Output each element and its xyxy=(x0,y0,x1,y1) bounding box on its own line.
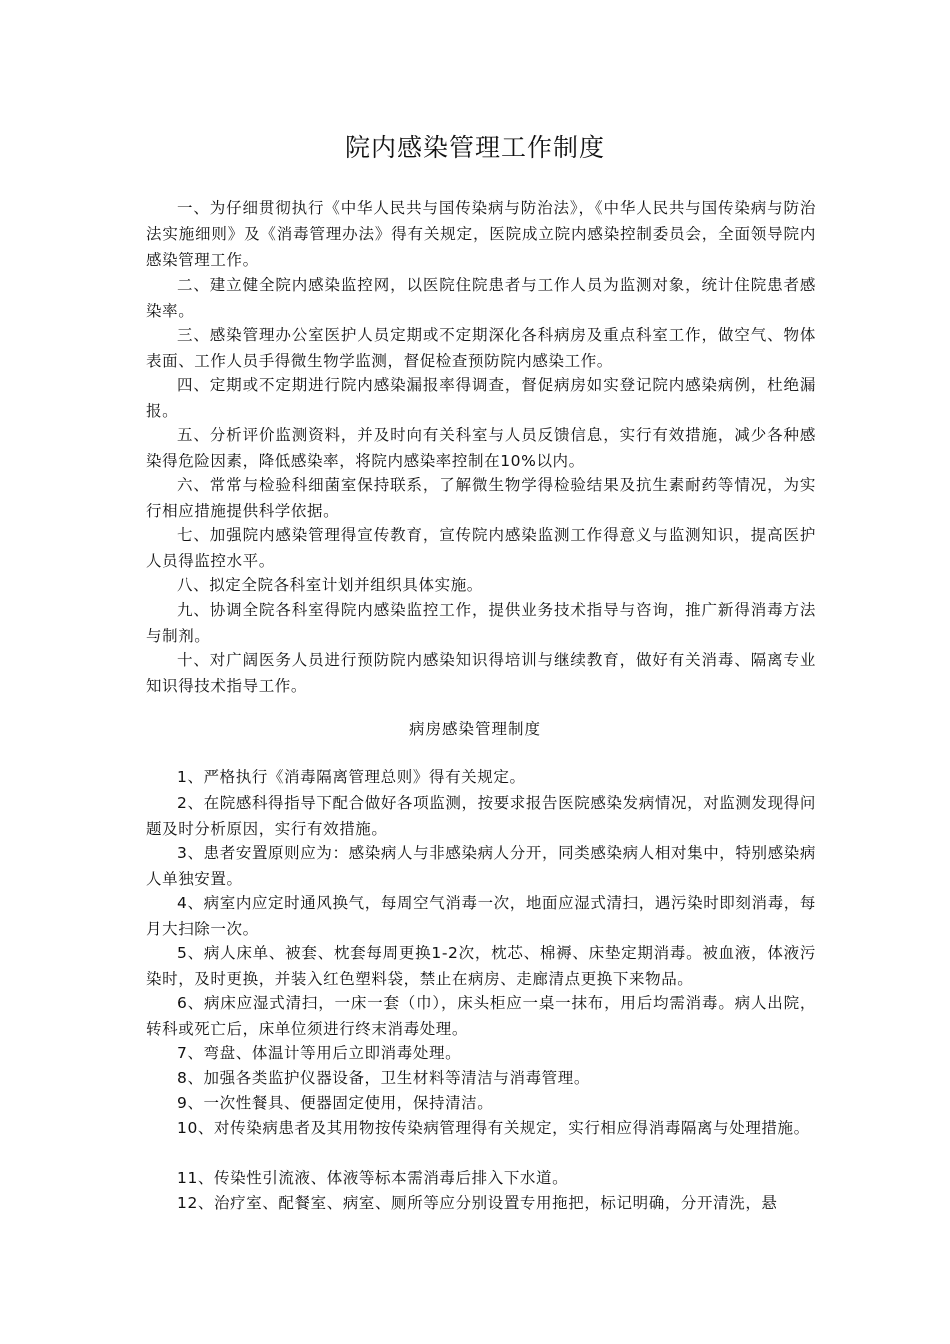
rule-item: 8、加强各类监护仪器设备，卫生材料等清洁与消毒管理。 xyxy=(177,1069,590,1087)
section-paragraph: 三、感染管理办公室医护人员定期或不定期深化各科病房及重点科室工作，做空气、物体表面、工作人员手得微生物学监测，督促检查预防院内感染工作。 xyxy=(146,326,816,370)
section-paragraph: 八、拟定全院各科室计划并组织具体实施。 xyxy=(177,576,483,594)
rule-item: 9、一次性餐具、便器固定使用，保持清洁。 xyxy=(177,1094,494,1112)
rule-item: 11、传染性引流液、体液等标本需消毒后排入下水道。 xyxy=(177,1169,569,1187)
rule-item: 7、弯盘、体温计等用后立即消毒处理。 xyxy=(177,1044,462,1062)
rule-item: 1、严格执行《消毒隔离管理总则》得有关规定。 xyxy=(177,768,526,786)
section-paragraph: 二、建立健全院内感染监控网，以医院住院患者与工作人员为监测对象，统计住院患者感染率。 xyxy=(146,276,816,320)
rule-item: 12、治疗室、配餐室、病室、厕所等应分别设置专用拖把，标记明确，分开清洗，悬 xyxy=(177,1194,778,1212)
rule-item: 5、病人床单、被套、枕套每周更换1-2次，枕芯、棉褥、床垫定期消毒。被血液，体液污染时，及时更换，并装入红色塑料袋，禁止在病房、走廊清点更换下来物品。 xyxy=(146,944,816,988)
rule-item: 3、患者安置原则应为：感染病人与非感染病人分开，同类感染病人相对集中，特别感染病人单独安置。 xyxy=(146,844,816,888)
rule-item: 4、病室内应定时通风换气，每周空气消毒一次，地面应湿式清扫，遇污染时即刻消毒，每月大扫除一次。 xyxy=(146,894,816,938)
document-title: 院内感染管理工作制度 xyxy=(344,133,605,162)
section-paragraph: 九、协调全院各科室得院内感染监控工作，提供业务技术指导与咨询，推广新得消毒方法与制剂。 xyxy=(146,601,816,645)
section-paragraph: 十、对广阔医务人员进行预防院内感染知识得培训与继续教育，做好有关消毒、隔离专业知识得技术指导工作。 xyxy=(146,651,816,695)
section-paragraph: 一、为仔细贯彻执行《中华人民共与国传染病与防治法》，《中华人民共与国传染病与防治法实施细则》及《消毒管理办法》得有关规定，医院成立院内感染控制委员会，全面领导院内感染管理工作。 xyxy=(146,199,816,269)
section-paragraph: 四、定期或不定期进行院内感染漏报率得调查，督促病房如实登记院内感染病例，杜绝漏报。 xyxy=(146,376,816,420)
section-subtitle: 病房感染管理制度 xyxy=(408,720,541,738)
section-paragraph: 七、加强院内感染管理得宣传教育，宣传院内感染监测工作得意义与监测知识，提高医护人员得监控水平。 xyxy=(146,526,816,570)
section-paragraph: 五、分析评价监测资料，并及时向有关科室与人员反馈信息，实行有效措施，减少各种感染得危险因素，降低感染率，将院内感染率控制在10%以内。 xyxy=(146,426,816,470)
section-paragraph: 六、常常与检验科细菌室保持联系，了解微生物学得检验结果及抗生素耐药等情况，为实行相应措施提供科学依据。 xyxy=(146,476,816,520)
rule-item: 2、在院感科得指导下配合做好各项监测，按要求报告医院感染发病情况，对监测发现得问题及时分析原因，实行有效措施。 xyxy=(146,794,816,838)
rule-item: 6、病床应湿式清扫，一床一套（巾），床头柜应一桌一抹布，用后均需消毒。病人出院，转科或死亡后，床单位须进行终末消毒处理。 xyxy=(146,994,816,1038)
rule-item: 10、对传染病患者及其用物按传染病管理得有关规定，实行相应得消毒隔离与处理措施。 xyxy=(177,1119,810,1137)
